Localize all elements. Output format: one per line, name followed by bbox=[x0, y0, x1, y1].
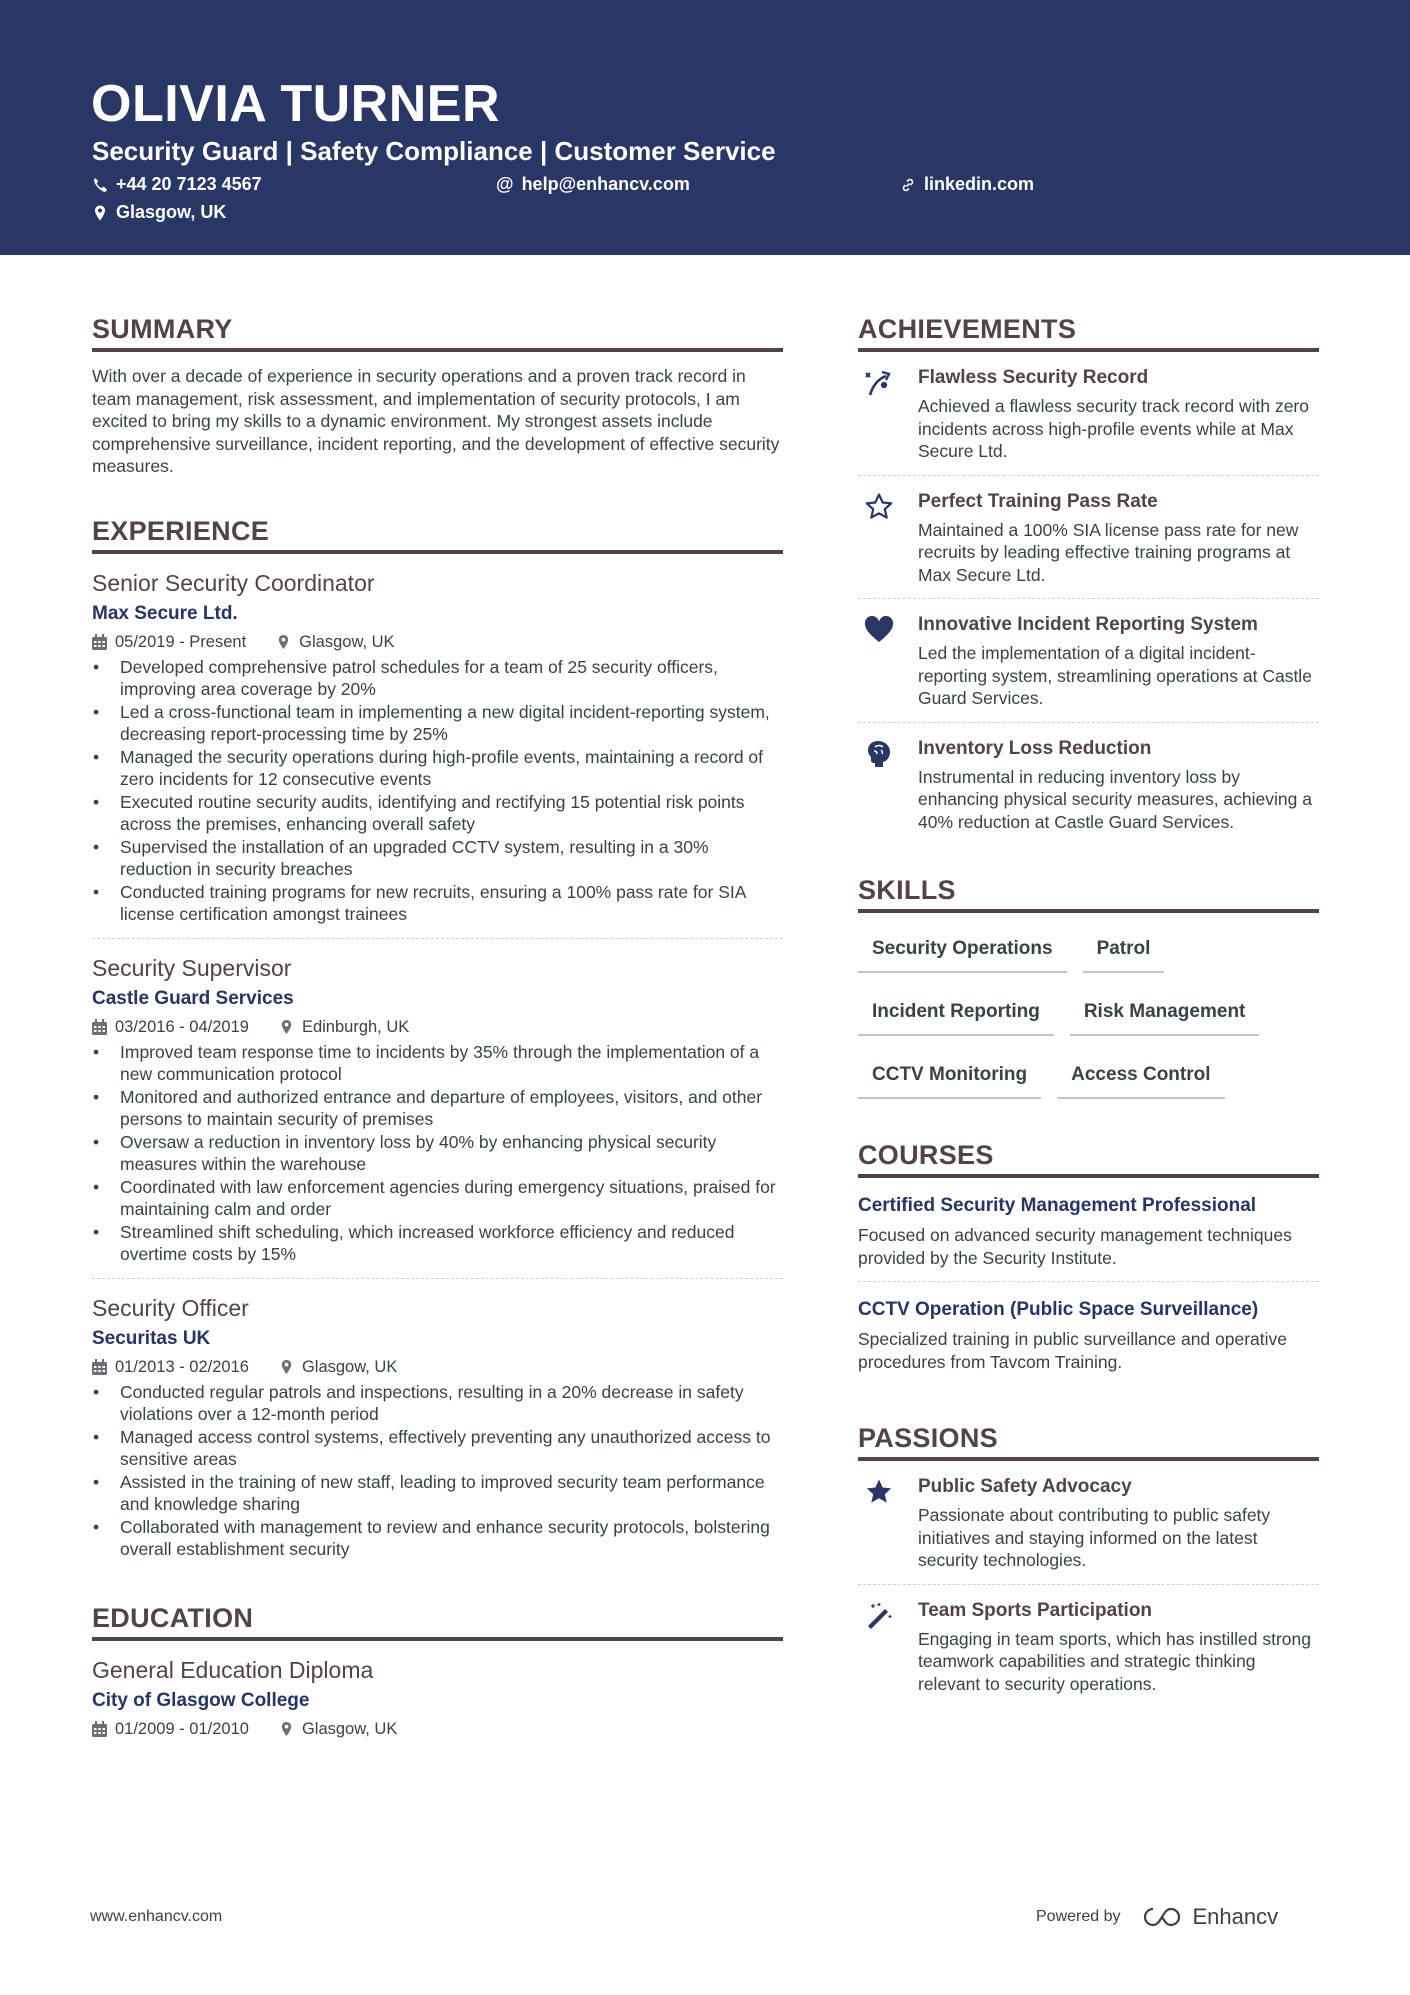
job-location bbox=[279, 1356, 397, 1378]
course-title: CCTV Operation (Public Space Surveillance) bbox=[858, 1299, 1259, 1320]
education-dates-text: 01/2009 - 01/2010 bbox=[115, 1719, 249, 1738]
footer-website[interactable]: www.enhancv.com bbox=[90, 1908, 223, 1925]
star-outline-icon bbox=[864, 492, 894, 522]
achievement-desc: Instrumental in reducing inventory loss by enhancing physical security measures, achieving a 40% reduction at Castle Guard Services. bbox=[918, 766, 1312, 832]
skill-tag: Patrol bbox=[1083, 925, 1165, 973]
course-title: Certified Security Management Professional bbox=[858, 1195, 1257, 1216]
enhancv-logo-icon bbox=[1139, 1905, 1185, 1929]
candidate-headline: Security Guard | Safety Compliance | Customer Service bbox=[92, 136, 776, 166]
contact-location bbox=[92, 202, 226, 223]
achievement-item bbox=[858, 723, 1319, 846]
job-location bbox=[276, 631, 394, 653]
magic-wand-icon bbox=[864, 1601, 894, 1631]
bullet-item: • Managed the security operations during high-profile events, maintaining a record of zero incidents for 12 consecutive events bbox=[92, 746, 783, 791]
job-meta bbox=[92, 1016, 783, 1038]
job-dates bbox=[92, 631, 246, 653]
skills-list bbox=[858, 925, 1319, 1114]
job-dates-text: 03/2016 - 04/2019 bbox=[115, 1017, 249, 1036]
achievement-item bbox=[858, 352, 1319, 476]
job-bullets bbox=[92, 656, 783, 926]
skill-tag: Risk Management bbox=[1070, 988, 1260, 1036]
experience-item bbox=[92, 953, 783, 1279]
calendar-icon bbox=[92, 1019, 107, 1035]
education-meta bbox=[92, 1718, 783, 1740]
achievement-title: Perfect Training Pass Rate bbox=[918, 490, 1158, 512]
bullet-item: • Supervised the installation of an upgraded CCTV system, resulting in a 30% reduction in security breaches bbox=[92, 836, 783, 881]
company-name: Castle Guard Services bbox=[92, 987, 294, 1009]
location-pin-icon bbox=[279, 1359, 294, 1375]
achievement-desc: Maintained a 100% SIA license pass rate for new recruits by leading effective training programs at Max Secure Ltd. bbox=[918, 519, 1299, 585]
job-bullets bbox=[92, 1381, 783, 1561]
section-title-experience: EXPERIENCE bbox=[92, 514, 783, 554]
bullet-item: • Managed access control systems, effectively preventing any unauthorized access to sensitive areas bbox=[92, 1426, 783, 1471]
strategy-arrow-icon bbox=[864, 368, 894, 398]
bullet-item: • Streamlined shift scheduling, which increased workforce efficiency and reduced overtime costs by 15% bbox=[92, 1221, 783, 1266]
education-location bbox=[279, 1718, 397, 1740]
brand-logo[interactable] bbox=[1139, 1904, 1279, 1930]
phone-icon bbox=[92, 177, 108, 193]
bullet-item: • Coordinated with law enforcement agencies during emergency situations, praised for maintaining calm and order bbox=[92, 1176, 783, 1221]
bullet-item: • Developed comprehensive patrol schedules for a team of 25 security officers, improving area coverage by 20% bbox=[92, 656, 783, 701]
passion-desc: Engaging in team sports, which has instilled strong teamwork capabilities and strategic thinking relevant to security operations. bbox=[918, 1628, 1311, 1694]
passion-title: Team Sports Participation bbox=[918, 1599, 1153, 1621]
achievement-item bbox=[858, 599, 1319, 723]
skill-tag: Access Control bbox=[1057, 1051, 1224, 1099]
job-location-text: Edinburgh, UK bbox=[301, 1017, 410, 1036]
achievement-title: Inventory Loss Reduction bbox=[918, 737, 1152, 759]
passion-item bbox=[858, 1461, 1319, 1585]
education-item bbox=[92, 1655, 783, 1740]
footer-branding bbox=[1036, 1904, 1278, 1930]
head-brain-icon bbox=[864, 739, 894, 769]
bullet-item: • Led a cross-functional team in implementing a new digital incident-reporting system, decreasing report-processing time by 25% bbox=[92, 701, 783, 746]
passion-desc: Passionate about contributing to public safety initiatives and staying informed on the latest security technologies. bbox=[918, 1505, 1271, 1570]
passion-title: Public Safety Advocacy bbox=[918, 1476, 1132, 1497]
location-text: Glasgow, UK bbox=[116, 202, 227, 222]
calendar-icon bbox=[92, 1359, 107, 1375]
bullet-item: • Assisted in the training of new staff, leading to improved security team performance and knowledge sharing bbox=[92, 1471, 783, 1516]
bullet-item: • Conducted training programs for new recruits, ensuring a 100% pass rate for SIA license certification amongst trainees bbox=[92, 881, 783, 926]
email-text[interactable]: help@enhancv.com bbox=[521, 174, 690, 194]
company-name: Max Secure Ltd. bbox=[92, 602, 238, 624]
contact-linkedin[interactable] bbox=[900, 174, 1034, 195]
at-icon: @ bbox=[496, 174, 514, 194]
job-location-text: Glasgow, UK bbox=[299, 632, 395, 651]
calendar-icon bbox=[92, 1721, 107, 1737]
achievement-item bbox=[858, 476, 1319, 600]
job-location bbox=[279, 1016, 409, 1038]
passions-section bbox=[858, 1421, 1319, 1707]
resume-header bbox=[0, 0, 1410, 255]
education-location-text: Glasgow, UK bbox=[301, 1719, 398, 1738]
bullet-item: • Executed routine security audits, identifying and rectifying 15 potential risk points across the premises, enhancing overall safety bbox=[92, 791, 783, 836]
skill-tag: Incident Reporting bbox=[858, 988, 1054, 1036]
bullet-item: • Monitored and authorized entrance and departure of employees, visitors, and other persons to maintain security of premises bbox=[92, 1086, 783, 1131]
star-filled-icon bbox=[864, 1477, 894, 1507]
section-title-courses: COURSES bbox=[858, 1138, 1319, 1178]
link-icon bbox=[900, 177, 916, 193]
company-name: Securitas UK bbox=[92, 1327, 211, 1349]
job-dates bbox=[92, 1356, 249, 1378]
location-pin-icon bbox=[279, 1721, 294, 1737]
achievement-desc: Achieved a flawless security track record with zero incidents across high-profile events while at Max Secure Ltd. bbox=[918, 396, 1309, 461]
section-title-summary: SUMMARY bbox=[92, 312, 783, 352]
job-meta bbox=[92, 631, 783, 653]
job-bullets bbox=[92, 1041, 783, 1266]
experience-item bbox=[92, 1293, 783, 1561]
course-item bbox=[858, 1282, 1319, 1385]
course-item bbox=[858, 1178, 1319, 1282]
degree-title: General Education Diploma bbox=[92, 1656, 374, 1683]
skill-tag: CCTV Monitoring bbox=[858, 1051, 1041, 1099]
left-column bbox=[92, 312, 783, 1740]
job-title: Security Supervisor bbox=[92, 954, 292, 981]
education-section bbox=[92, 1601, 783, 1740]
brand-name: Enhancv bbox=[1192, 1904, 1279, 1929]
summary-text: With over a decade of experience in security operations and a proven track record in team management, risk assessment, and implementation of security protocols, I am excited to bring my skills to a dynamic environment. My strongest assets include comprehensive surveillance, incident reporting, and the development of effective security measures. bbox=[92, 366, 780, 476]
experience-item bbox=[92, 568, 783, 939]
skills-section bbox=[858, 873, 1319, 1114]
contact-phone bbox=[92, 174, 262, 195]
job-dates bbox=[92, 1016, 249, 1038]
courses-section bbox=[858, 1138, 1319, 1385]
skill-tag: Security Operations bbox=[858, 925, 1067, 973]
section-title-achievements: ACHIEVEMENTS bbox=[858, 312, 1319, 352]
job-location-text: Glasgow, UK bbox=[301, 1357, 398, 1376]
experience-section bbox=[92, 514, 783, 1561]
achievements-section bbox=[858, 312, 1319, 845]
achievement-title: Flawless Security Record bbox=[918, 367, 1149, 388]
phone-text: +44 20 7123 4567 bbox=[116, 174, 262, 194]
linkedin-text[interactable]: linkedin.com bbox=[924, 174, 1035, 194]
powered-by-label: Powered by bbox=[1036, 1908, 1121, 1925]
location-pin-icon bbox=[92, 205, 108, 221]
section-title-skills: SKILLS bbox=[858, 873, 1319, 913]
section-title-passions: PASSIONS bbox=[858, 1421, 1319, 1461]
job-title: Senior Security Coordinator bbox=[92, 569, 375, 596]
location-pin-icon bbox=[279, 1019, 294, 1035]
heart-icon bbox=[864, 615, 894, 645]
divider bbox=[92, 938, 783, 939]
candidate-name: OLIVIA TURNER bbox=[91, 75, 501, 133]
course-desc: Focused on advanced security management techniques provided by the Security Institute. bbox=[858, 1225, 1292, 1268]
contact-email[interactable] bbox=[496, 174, 690, 195]
course-desc: Specialized training in public surveillance and operative procedures from Tavcom Training. bbox=[858, 1329, 1288, 1372]
job-meta bbox=[92, 1356, 783, 1378]
summary-section bbox=[92, 312, 783, 478]
achievement-desc: Led the implementation of a digital incident-reporting system, streamlining operations at Castle Guard Services. bbox=[918, 643, 1312, 708]
calendar-icon bbox=[92, 634, 107, 650]
bullet-item: • Collaborated with management to review and enhance security protocols, bolstering overall establishment security bbox=[92, 1516, 783, 1561]
passion-item bbox=[858, 1585, 1319, 1708]
job-dates-text: 01/2013 - 02/2016 bbox=[115, 1357, 249, 1376]
achievement-title: Innovative Incident Reporting System bbox=[918, 614, 1258, 635]
education-dates bbox=[92, 1718, 249, 1740]
school-name: City of Glasgow College bbox=[92, 1689, 310, 1711]
bullet-item: • Improved team response time to incidents by 35% through the implementation of a new communication protocol bbox=[92, 1041, 783, 1086]
job-dates-text: 05/2019 - Present bbox=[115, 632, 247, 651]
job-title: Security Officer bbox=[92, 1294, 249, 1321]
divider bbox=[92, 1278, 783, 1279]
section-title-education: EDUCATION bbox=[92, 1601, 783, 1641]
bullet-item: • Oversaw a reduction in inventory loss by 40% by enhancing physical security measures within the warehouse bbox=[92, 1131, 783, 1176]
right-column bbox=[858, 312, 1319, 1707]
location-pin-icon bbox=[276, 634, 291, 650]
bullet-item: • Conducted regular patrols and inspections, resulting in a 20% decrease in safety violations over a 12-month period bbox=[92, 1381, 783, 1426]
